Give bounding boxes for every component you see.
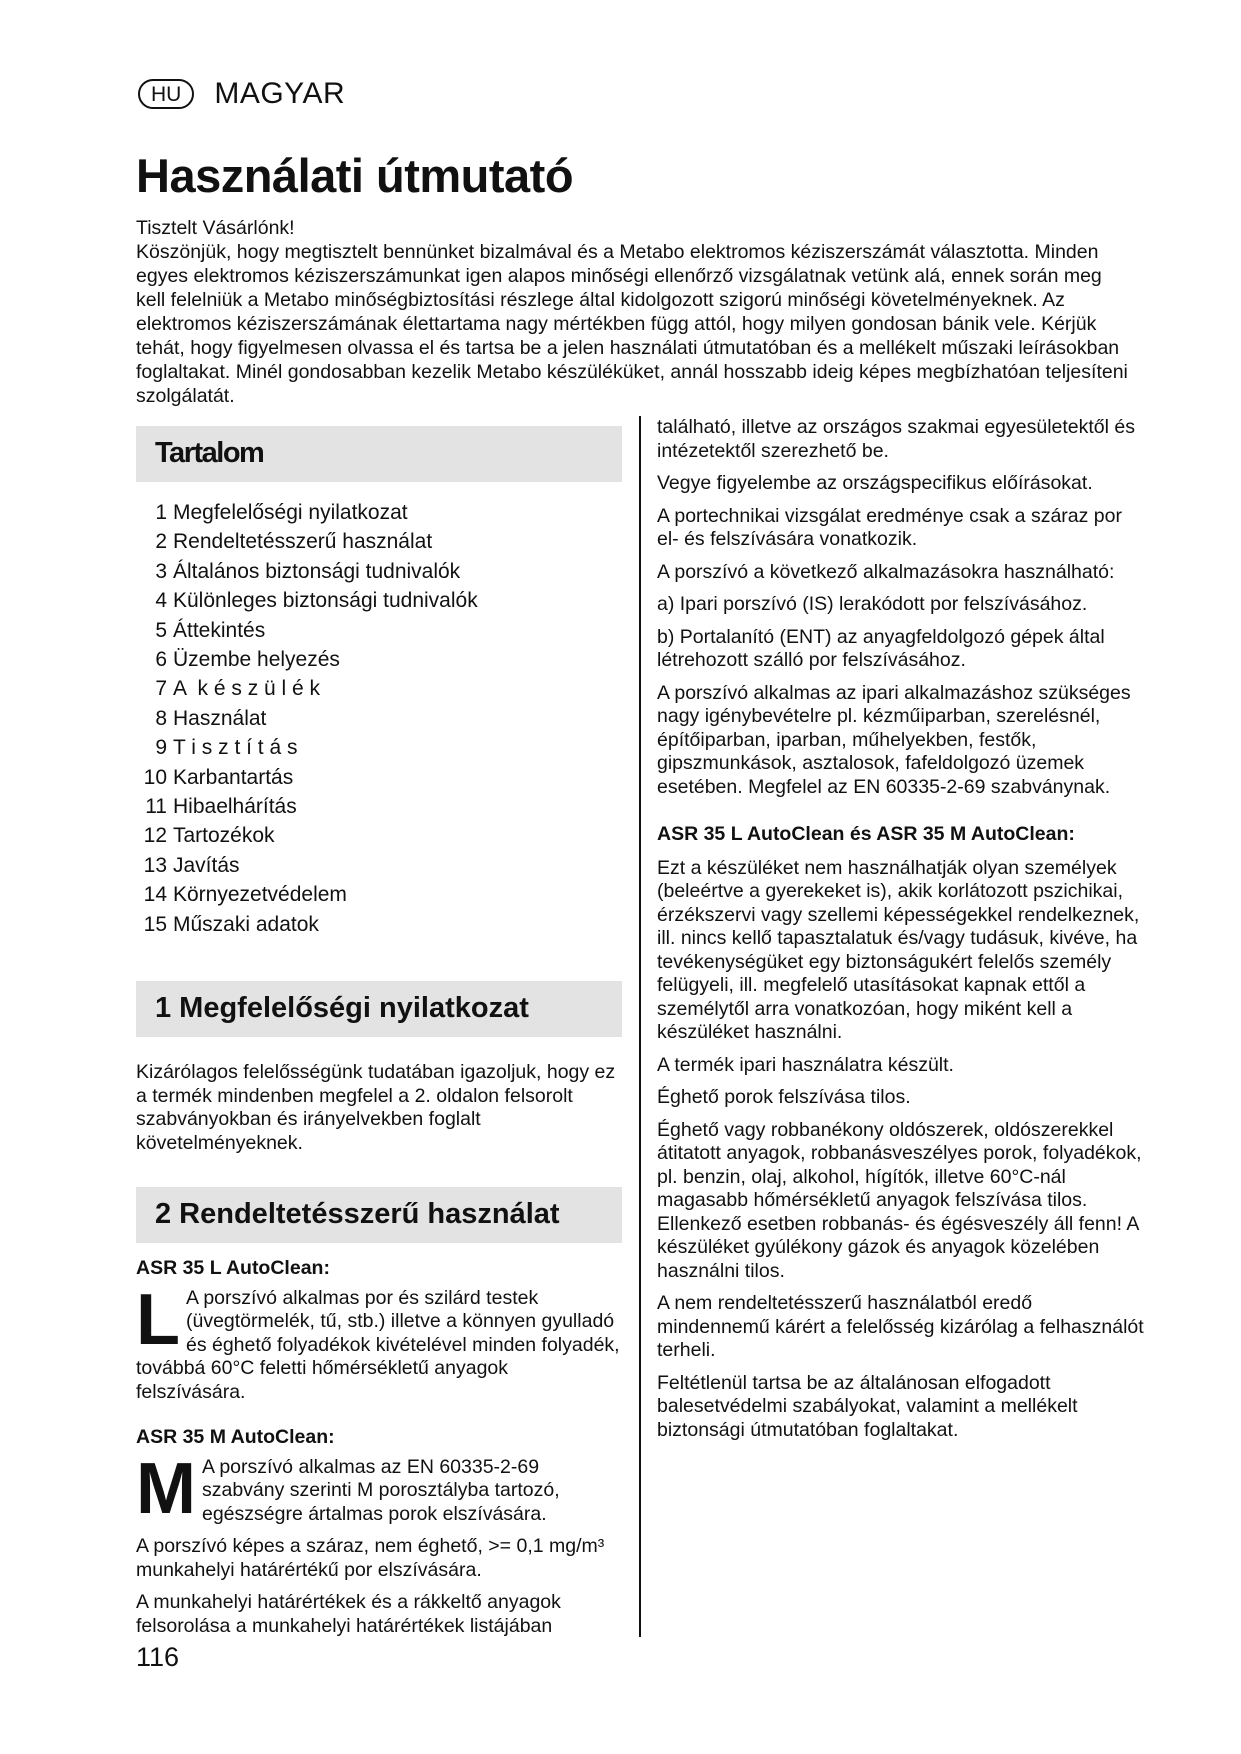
toc-item-label: Karbantartás — [173, 765, 294, 789]
page-number: 116 — [136, 1642, 180, 1672]
toc-item-label: Általános biztonsági tudnivalók — [173, 559, 461, 583]
intro-body: Köszönjük, hogy megtisztelt bennünket bizalmával és a Metabo elektromos kéziszerszámát választotta. Minden egyes elektromos kéziszerszámunkat igen alapos minőségi ellenőrző vizsgálatnak vetünk alá, ennek során meg kell felelniük a Metabo minőségbiztosítási részlege által kidolgozott szigorú minőségi követelményeknek. Az elektromos kéziszerszámának élettartama nagy mértékben függ attól, hogy milyen gondosan bánik vele. Kérjük tehát, hogy figyelmesen olvassa el és tartsa be a jelen használati útmutatóban és a mellékelt műszaki leírásokban foglaltakat. Minél gondosabban kezelik Metabo készüléküket, annál hosszabb ideig képes megbízhatóan teljesíteni szolgálatát. — [136, 241, 1128, 407]
language-header — [138, 76, 345, 112]
document-title: Használati útmutató — [136, 149, 574, 202]
toc-item-label: Rendeltetésszerű használat — [173, 530, 433, 554]
toc-item-number: 3 — [155, 559, 167, 583]
toc-item-label: A k é s z ü l é k — [173, 677, 321, 701]
asr-l-m-heading: ASR 35 L AutoClean és ASR 35 M AutoClean: — [657, 823, 1075, 845]
dropcap-letter-l: L — [136, 1286, 180, 1360]
toc-item-number: 10 — [143, 765, 167, 789]
right-paragraph-8: Ezt a készüléket nem használhatják olyan személyek (beleértve a gyerekeket is), akik korlátozott pszichikai, érzékszervi vagy szellemi képességekkel rendelkeznek, ill. nincs kellő tapasztalatuk és/vagy tudásuk, kivéve, ha tevékenységüket egy biztonságukért felelős személy felügyeli, ill. megfelelő utasításokat kapnak ettől a személytől arra vonatkozóan, hogy miként kell a készüléket használni. — [657, 856, 1140, 1043]
toc-item-label: Hibaelhárítás — [173, 795, 297, 819]
toc-item-number: 5 — [155, 618, 167, 642]
asr-35-l-text: A porszívó alkalmas por és szilárd testek (üvegtörmelék, tű, stb.) illetve a könnyen gyulladó és éghető folyadékok kivételével minden folyadék, továbbá 60°C feletti hőmérsékletű anyagok felszívására. — [136, 1286, 620, 1403]
toc-item[interactable] — [136, 645, 622, 674]
toc-item[interactable] — [136, 880, 622, 909]
toc-item-number: 11 — [145, 795, 167, 819]
right-paragraph-3: A portechnikai vizsgálat eredménye csak a száraz por el- és felszívására vonatkozik. — [657, 504, 1122, 550]
toc-item[interactable] — [136, 821, 622, 850]
asr-35-m-text: A porszívó alkalmas az EN 60335-2-69 szabvány szerinti M porosztályba tartozó, egészségre ártalmas porok elszívására. — [201, 1455, 560, 1525]
right-column — [657, 416, 1147, 1451]
right-paragraph-9: A termék ipari használatra készült. — [657, 1053, 954, 1076]
toc-item[interactable] — [136, 586, 622, 615]
toc-item-number: 4 — [155, 589, 167, 613]
dust-limit-paragraph: A porszívó képes a száraz, nem éghető, >= 0,1 mg/m³ munkahelyi határértékű por elszívására. — [136, 1535, 605, 1581]
asr-35-m-heading: ASR 35 M AutoClean: — [136, 1426, 335, 1449]
toc-item-label: Tartozékok — [173, 824, 275, 848]
toc-item-label: Használat — [173, 706, 267, 730]
toc-item-number: 2 — [155, 530, 167, 554]
toc-item[interactable] — [136, 910, 622, 939]
toc-item-number: 1 — [155, 501, 167, 524]
toc-item-label: Különleges biztonsági tudnivalók — [173, 589, 478, 613]
toc-item-label: Áttekintés — [173, 618, 266, 642]
toc-item[interactable] — [136, 733, 622, 762]
asr-35-m-paragraph — [136, 1456, 622, 1527]
toc-item[interactable] — [136, 557, 622, 586]
toc-item-label: Műszaki adatok — [173, 912, 319, 936]
language-name: MAGYAR — [214, 77, 346, 110]
intro-greeting: Tisztelt Vásárlónk! — [136, 217, 295, 239]
toc-item-label: Javítás — [173, 853, 240, 877]
toc-item[interactable] — [136, 616, 622, 645]
section-2-heading: 2 Rendeltetésszerű használat — [136, 1187, 622, 1243]
right-paragraph-4: A porszívó a következő alkalmazásokra használható: — [657, 560, 1115, 583]
right-paragraph-6: b) Portalanító (ENT) az anyagfeldolgozó gépek által létrehozott szálló por felszívásához. — [657, 625, 1105, 671]
toc-item-number: 7 — [155, 677, 167, 701]
toc-heading: Tartalom — [136, 426, 622, 482]
toc-item-number: 6 — [155, 648, 167, 672]
section-1-body: Kizárólagos felelősségünk tudatában igazoljuk, hogy ez a termék mindenben megfelel a 2. oldalon felsorolt szabványokban és irányelvekben foglalt követelményeknek. — [136, 1061, 616, 1154]
workplace-limits-paragraph: A munkahelyi határértékek és a rákkeltő anyagok felsorolása a munkahelyi határértékek listájában — [136, 1591, 561, 1637]
toc-item-label: T i s z t í t á s — [173, 736, 298, 760]
toc-item-number: 12 — [143, 824, 167, 848]
right-paragraph-1: található, illetve az országos szakmai egyesületektől és intézetektől szerezhető be. — [657, 416, 1135, 462]
toc-item-label: Környezetvédelem — [173, 883, 347, 907]
intro-section — [136, 216, 1136, 408]
section-1-heading: 1 Megfelelőségi nyilatkozat — [136, 981, 622, 1037]
toc-item[interactable] — [136, 851, 622, 880]
toc-item-label: Megfelelőségi nyilatkozat — [173, 501, 408, 524]
left-column — [136, 426, 622, 1647]
language-code-badge: HU — [138, 79, 194, 109]
column-divider — [639, 416, 641, 1637]
dropcap-letter-m: M — [136, 1455, 196, 1527]
right-paragraph-7: A porszívó alkalmas az ipari alkalmazáshoz szükséges nagy igénybevételre pl. kézműiparban, szerelésnél, építőiparban, iparban, műhelyekben, festők, gipszmunkások, asztalosok, fafeldolgozó üzemek esetében. Megfelel az EN 60335-2-69 szabványnak. — [657, 681, 1131, 798]
toc-item-number: 9 — [155, 736, 167, 760]
right-paragraph-11: Éghető vagy robbanékony oldószerek, oldószerekkel átitatott anyagok, robbanásveszélyes porok, folyadékok, pl. benzin, olaj, alkohol, hígítók, illetve 60°C-nál magasabb hőmérsékletű anyagok felszívása tilos. Ellenkező esetben robbanás- és égésveszély áll fenn! A készüléket gyúlékony gázok és anyagok közelében használni tilos. — [657, 1118, 1142, 1282]
right-paragraph-2: Vegye figyelembe az országspecifikus előírásokat. — [657, 472, 1093, 494]
toc-item[interactable] — [136, 763, 622, 792]
toc-item-number: 8 — [155, 706, 167, 730]
asr-35-l-paragraph — [136, 1287, 622, 1405]
toc-item[interactable] — [136, 674, 622, 703]
toc-item-number: 14 — [143, 883, 167, 907]
toc-item[interactable] — [136, 527, 622, 556]
toc-item-number: 13 — [143, 853, 167, 877]
right-paragraph-12: A nem rendeltetésszerű használatból eredő mindennemű kárért a felelősség kizárólag a felhasználót terheli. — [657, 1292, 1144, 1361]
toc-item-number: 15 — [143, 912, 167, 936]
right-paragraph-10: Éghető porok felszívása tilos. — [657, 1086, 911, 1108]
toc-item-label: Üzembe helyezés — [173, 648, 340, 672]
right-paragraph-5: a) Ipari porszívó (IS) lerakódott por felszívásához. — [657, 593, 1088, 615]
asr-35-l-heading: ASR 35 L AutoClean: — [136, 1257, 330, 1280]
toc-item[interactable] — [136, 704, 622, 733]
toc-item[interactable] — [136, 792, 622, 821]
table-of-contents — [136, 498, 622, 939]
toc-item[interactable] — [136, 498, 622, 527]
right-paragraph-13: Feltétlenül tartsa be az általánosan elfogadott balesetvédelmi szabályokat, valamint a mellékelt biztonsági útmutatóban foglaltakat. — [657, 1371, 1078, 1441]
